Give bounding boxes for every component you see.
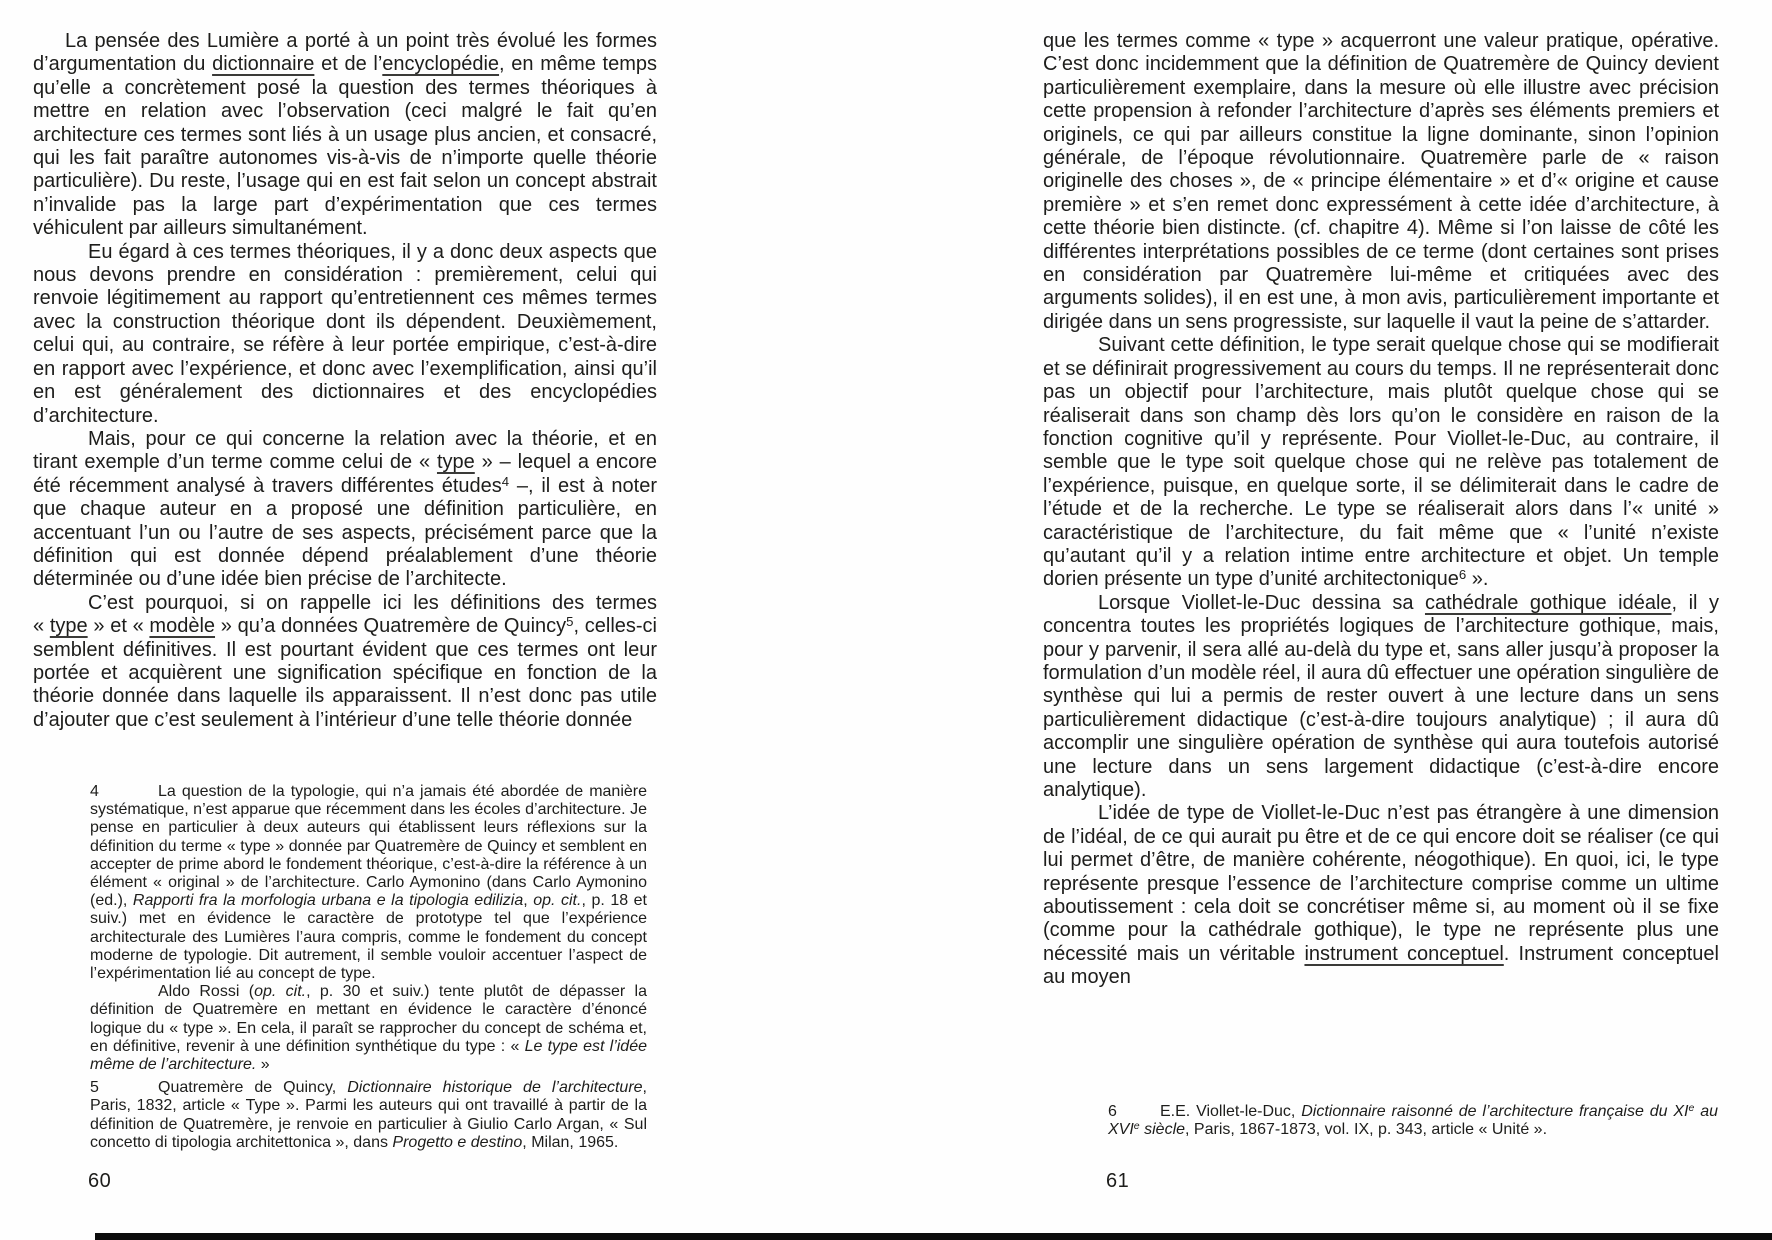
footnote-body: Quatremère de Quincy, Dictionnaire historique de l’architecture, Paris, 1832, article « Type ». Parmi les auteurs qui ont travaillé à partir de la définition de Quatremère, je renvoie en particulier à Giulio Carlo Argan, « Sul concetto di tipologia architettonica », dans Progetto e destino, Milan, 1965. xyxy=(90,1079,647,1151)
footnote-number: 5 xyxy=(90,1079,99,1097)
body-paragraph: C’est pourquoi, si on rappelle ici les définitions des termes « type » et « modèle » qu’a données Quatremère de Quincy$^5$, celles-ci semblent définitives. Il est pourtant évident que ces termes ont leur portée et acquièrent une signification spécifique en fonction de la théorie donnée dans laquelle ils apparaissent. Il n’est donc pas utile d’ajouter que c’est seulement à l’intérieur d’une telle théorie donnée xyxy=(33,591,658,731)
page-61-body-text xyxy=(1043,30,1719,990)
footnote-5 xyxy=(90,1079,647,1152)
footnote-6 xyxy=(1108,1103,1718,1139)
footnote-body: La question de la typologie, qui n’a jamais été abordée de manière systématique, n’est apparue que récemment dans les écoles d’architecture. Je pense en particulier à deux auteurs qui établissent leurs réflexions sur la définition du terme « type » donnée par Quatremère de Quincy et semblent en accepter de prime abord le fondement théorique, c’est-à-dire la référence à un élément « original » de l’architecture. Carlo Aymonino (dans Carlo Aymonino (ed.), Rapporti fra la morfologia urbana e la tipologia edilizia, op. cit., p. 18 et suiv.) met en évidence le caractère de prototype tel que l’expérience architecturale des Lumières l’aura compris, comme le fondement du concept moderne de typologie. Dit autrement, il semble vouloir accentuer l’aspect de l’expérimentation lié au concept de type. xyxy=(90,783,648,983)
footnote-number: 6 xyxy=(1108,1103,1117,1120)
footnote-text xyxy=(1108,1103,1718,1139)
body-paragraph: que les termes comme « type » acquerront une valeur pratique, opérative. C’est donc incidemment que la définition de Quatremère de Quincy devient particulièrement exemplaire, dans la mesure où elle illustre avec précision cette propension à refonder l’architecture d’après ses éléments premiers et originels, ce qui par ailleurs constitue la ligne dominante, sinon l’opinion générale, de l’époque révolutionnaire. Quatremère parle de « raison originelle des choses », de « principe élémentaire » et d’« origine et cause première » et s’en remet donc expressément à cette idée d’architecture, à cette théorie bien distincte. (cf. chapitre 4). Même si l’on laisse de côté les différentes interprétations possibles de ce terme (dont certaines sont prises en considération par Quatremère lui-même et critiquées avec des arguments solides), il en est une, à mon avis, particulièrement importante et dirigée dans un sens progressiste, sur laquelle il vaut la peine de s’attarder. xyxy=(1043,30,1719,333)
footnote-number: 4 xyxy=(90,783,99,800)
footnote-text xyxy=(90,783,647,983)
body-paragraph: La pensée des Lumière a porté à un point très évolué les formes d’argumentation du dictionnaire et de l’encyclopédie, en même temps qu’elle a concrètement posé la question des termes théoriques à mettre en relation avec l’observation (ceci malgré le fait qu’en architecture ces termes sont liés à un usage plus ancien, et consacré, qui les fait paraître autonomes vis-à-vis de n’importe quelle théorie particulière). Du reste, l’usage qui en est fait selon un concept abstrait n’invalide pas la large part d’expérimentation que ces termes véhiculent par ailleurs simultanément. xyxy=(33,30,657,240)
footnote-4 xyxy=(90,783,647,1074)
scan-edge-bar xyxy=(95,1233,1772,1240)
page-number-left: 60 xyxy=(88,1170,112,1192)
footnote-body: E.E. Viollet-le-Duc, Dictionnaire raisonné de l’architecture française du XIe au XVIe siècle, Paris, 1867-1873, vol. IX, p. 343, article « Unité ». xyxy=(1108,1102,1718,1139)
page-number-right: 61 xyxy=(1106,1170,1130,1192)
footnote-text: Aldo Rossi (op. cit., p. 30 et suiv.) tente plutôt de dépasser la définition de Quatremère en mettant en évidence le caractère d’énoncé logique du « type ». En cela, il paraît se rapprocher du concept de schéma et, en définitive, revenir à une définition synthétique du type : « Le type est l’idée même de l’architecture. » xyxy=(90,983,648,1074)
body-paragraph: Eu égard à ces termes théoriques, il y a donc deux aspects que nous devons prendre en considération : premièrement, celui qui renvoie légitimement au rapport qu’entretiennent ces mêmes termes avec la construction théorique dont ils dépendent. Deuxièmement, celui qui, au contraire, se réfère à leur portée empirique, c’est-à-dire en rapport avec l’expérience, et donc avec l’exemplification, ainsi qu’il en est généralement des dictionnaires et des encyclopédies d’architecture. xyxy=(33,240,657,427)
body-paragraph: Mais, pour ce qui concerne la relation avec la théorie, et en tirant exemple d’un terme comme celui de « type » – lequel a encore été récemment analysé à travers différentes études$^4$ –, il est à noter que chaque auteur en a proposé une définition particulière, en accentuant l’un ou l’autre de ses aspects, précisément parce que la définition qui est donnée dépend préalablement d’une théorie déterminée ou d’une idée bien précise de l’architecte. xyxy=(33,427,657,591)
body-paragraph: Lorsque Viollet-le-Duc dessina sa cathédrale gothique idéale, il y concentra toutes les propriétés logiques de l’architecture gothique, mais, pour y parvenir, il sera allé au-delà du type et, sans aller jusqu’à proposer la formulation d’un modèle réel, il aura dû effectuer une opération singulière de synthèse qui lui a permis de rester ouvert à une lecture dans un sens particulièrement didactique (c’est-à-dire toujours analytique) ; il aura dû accomplir une singulière opération de synthèse qui aura toutefois autorisé une lecture dans un sens largement didactique (c’est-à-dire encore analytique). xyxy=(1043,591,1719,801)
body-paragraph: L’idée de type de Viollet-le-Duc n’est pas étrangère à une dimension de l’idéal, de ce qui aurait pu être et de ce qui encore doit se réaliser (ce qui lui permet d’être, de manière cohérente, néogothique). En quoi, ici, le type représente presque l’essence de l’architecture comprise comme un ultime aboutissement : cela doit se concrétiser même si, au moment où il se fixe (comme pour la cathédrale gothique), le type ne représente plus une nécessité mais un véritable instrument conceptuel. Instrument conceptuel au moyen xyxy=(1043,802,1719,989)
footnote-text xyxy=(90,1079,647,1152)
page-60-body-text xyxy=(33,30,657,732)
page-61-footnotes xyxy=(1108,1103,1718,1139)
body-paragraph: Suivant cette définition, le type serait quelque chose qui se modifierait et se définirait progressivement au cours du temps. Il ne représenterait donc pas un objectif pour l’architecture, mais plutôt quelque chose qui se réaliserait dans son champ dès lors qu’on le considère en raison de la fonction cognitive qu’il y représente. Pour Viollet-le-Duc, au contraire, il semble que le type soit quelque chose qui ne relève pas totalement de l’expérience, puisque, en quelque sorte, il se délimiterait dans le cadre de l’étude et de la recherche. Le type se réaliserait alors dans l’« unité » caractéristique de l’architecture, du fait même que « l’unité n’existe qu’autant qu’il y a relation intime entre architecture et objet. Un temple dorien présente un type d’unité architectonique$^6$ ». xyxy=(1043,334,1719,591)
page-60-footnotes xyxy=(90,783,647,1152)
